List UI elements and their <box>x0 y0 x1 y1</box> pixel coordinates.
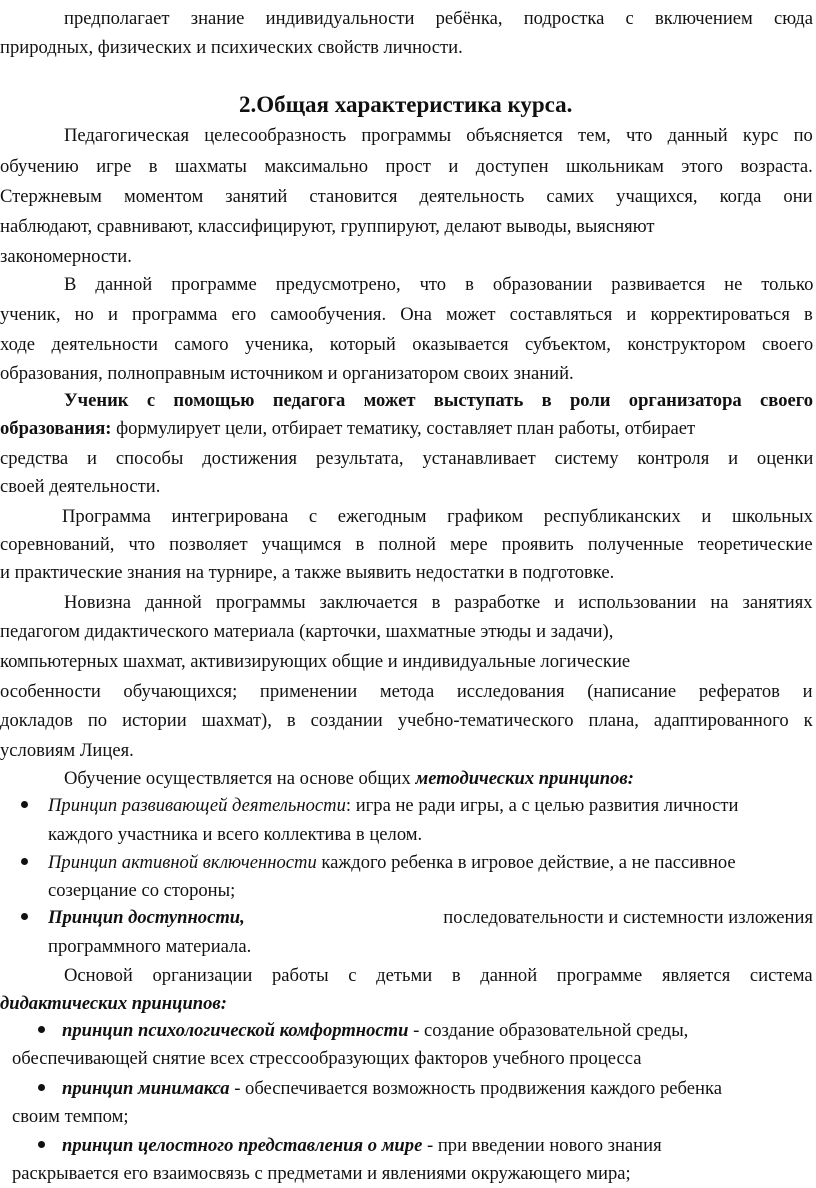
text-line: ходе деятельности самого ученика, который оказывается субъектом, конструктором своего <box>0 334 814 355</box>
list-item <box>48 791 738 820</box>
text-run: - обеспечивается возможность продвижения каждого ребенка <box>229 1078 722 1099</box>
bullet-icon <box>21 801 28 808</box>
text-line: Программа интегрирована с ежегодным графиком республиканских и школьных <box>62 506 813 527</box>
list-item <box>62 1016 688 1045</box>
text-line: предполагает знание индивидуальности ребёнка, подростка с включением сюда <box>64 8 813 29</box>
bullet-icon <box>21 913 28 920</box>
text-line: средства и способы достижения результата, устанавливает систему контроля и оценки <box>0 448 814 469</box>
text-line: и практические знания на турнире, а также выявить недостатки в подготовке. <box>0 562 615 583</box>
text-line: образования, полноправным источником и организатором своих знаний. <box>0 363 574 384</box>
text-line: В данной программе предусмотрено, что в образовании развивается не только <box>64 274 814 295</box>
text-run: каждого ребенка в игровое действие, а не пассивное <box>316 852 736 873</box>
text-line: обеспечивающей снятие всех стрессообразующих факторов учебного процесса <box>12 1048 642 1069</box>
text-run: формулирует цели, отбирает тематику, составляет план работы, отбирает <box>116 418 696 439</box>
text-line: компьютерных шахмат, активизирующих общие и индивидуальные логические <box>0 651 631 672</box>
principle-name: Принцип развивающей деятельности <box>48 795 346 816</box>
list-item <box>62 1131 662 1160</box>
text-line: ученик, но и программа его самообучения. Она может составляться и корректироваться в <box>0 304 813 325</box>
text-line: обучению игре в шахматы максимально прост и доступен школьникам этого возраста. <box>0 156 813 177</box>
text-run: : игра не ради игры, а с целью развития личности <box>345 795 739 816</box>
text-line: природных, физических и психических свойств личности. <box>0 37 463 58</box>
text-run: Обучение осуществляется на основе общих <box>64 768 411 789</box>
text-line: Педагогическая целесообразность программы объясняется тем, что данный курс по <box>64 125 813 146</box>
text-line: особенности обучающихся; применении метода исследования (написание рефератов и <box>0 681 813 702</box>
emphasis-term: методических принципов: <box>415 768 634 789</box>
bullet-icon <box>38 1026 45 1033</box>
text-line: программного материала. <box>48 936 252 957</box>
text-line: Новизна данной программы заключается в разработке и использовании на занятиях <box>64 592 813 613</box>
section-heading: 2.Общая характеристика курса. <box>239 92 573 117</box>
text-line: Основой организации работы с детьми в данной программе является система <box>64 965 813 986</box>
principle-name: принцип психологической комфортности <box>62 1020 409 1041</box>
bullet-icon <box>38 1141 45 1148</box>
text-line-bold: Ученик с помощью педагога может выступать в роли организатора своего <box>64 390 814 411</box>
principle-name: Принцип активной включенности <box>48 852 317 873</box>
text-line: раскрывается его взаимосвязь с предметами и явлениями окружающего мира; <box>12 1163 631 1184</box>
text-line: каждого участника и всего коллектива в целом. <box>48 824 423 845</box>
text-line <box>64 764 634 793</box>
text-line: условиям Лицея. <box>0 740 134 761</box>
bullet-icon <box>38 1084 45 1091</box>
text-line <box>0 414 695 443</box>
text-line: своим темпом; <box>12 1106 129 1127</box>
text-line: созерцание со стороны; <box>48 880 236 901</box>
list-item <box>48 848 736 877</box>
text-line: Стержневым моментом занятий становится деятельность самих учащихся, когда они <box>0 186 813 207</box>
bullet-icon <box>21 858 28 865</box>
principle-name: Принцип доступности, <box>48 907 245 928</box>
list-item <box>48 903 813 932</box>
bold-term: образования: <box>0 418 112 439</box>
text-line: закономерности. <box>0 246 132 267</box>
text-line: соревнований, что позволяет учащимся в полной мере проявить полученные теоретические <box>0 534 813 555</box>
emphasis-term: дидактических принципов: <box>0 993 227 1014</box>
text-run: - создание образовательной среды, <box>408 1020 689 1041</box>
principle-name: принцип целостного представления о мире <box>62 1135 423 1156</box>
text-line: докладов по истории шахмат), в создании учебно-тематического плана, адаптированного к <box>0 710 813 731</box>
text-line: своей деятельности. <box>0 476 161 497</box>
text-line: наблюдают, сравнивают, классифицируют, группируют, делают выводы, выясняют <box>0 216 655 237</box>
text-run: - при введении нового знания <box>422 1135 662 1156</box>
principle-name: принцип минимакса <box>62 1078 230 1099</box>
list-item <box>62 1074 722 1103</box>
text-run: последовательности и системности изложения <box>443 907 813 928</box>
text-line: педагогом дидактического материала (карточки, шахматные этюды и задачи), <box>0 621 614 642</box>
